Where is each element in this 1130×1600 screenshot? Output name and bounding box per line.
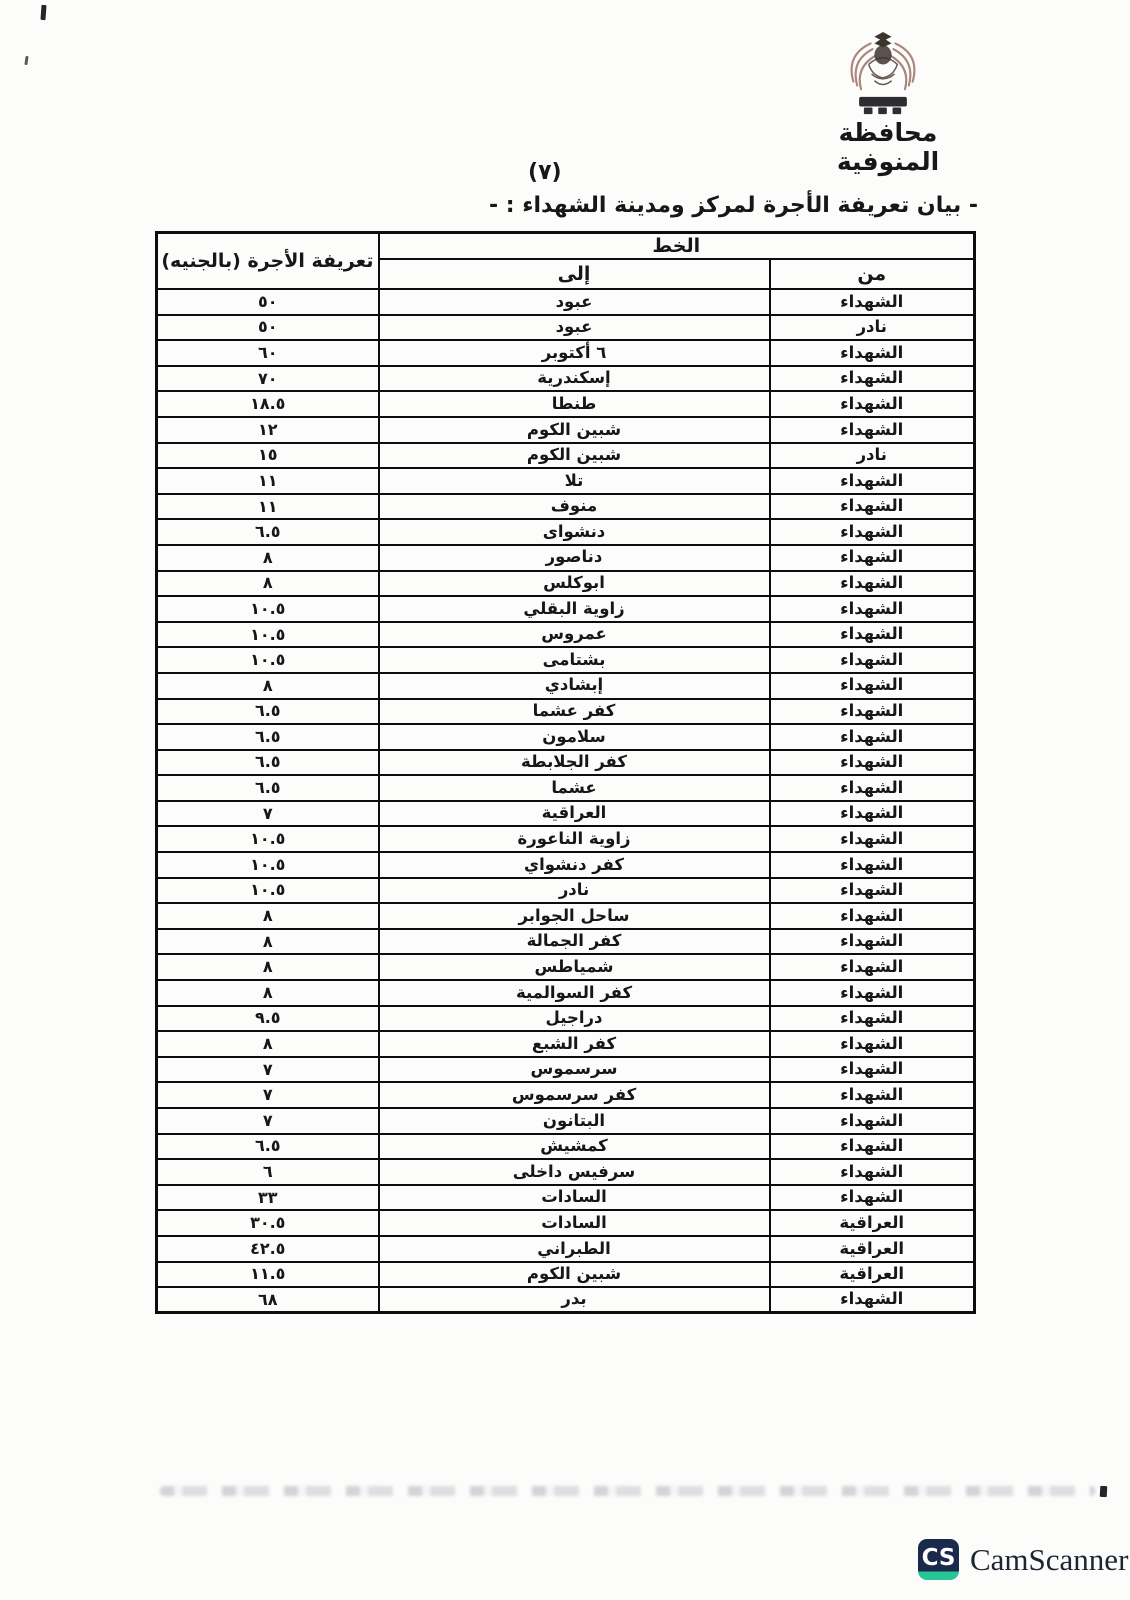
cell-fare: ١٠.٥ (157, 596, 379, 622)
cell-to: شبين الكوم (379, 417, 770, 443)
table-row (157, 443, 975, 469)
header-from: من (770, 259, 975, 289)
table-row (157, 929, 975, 955)
cell-fare: ٦.٥ (157, 775, 379, 801)
cell-to: عبود (379, 315, 770, 341)
table-row (157, 673, 975, 699)
table-row (157, 494, 975, 520)
cell-to: كفر عشما (379, 699, 770, 725)
cell-from: الشهداء (770, 340, 975, 366)
table-row (157, 1082, 975, 1108)
table-row (157, 340, 975, 366)
table-row (157, 980, 975, 1006)
cell-fare: ٦.٥ (157, 1134, 379, 1160)
cell-fare: ٧ (157, 1057, 379, 1083)
cell-from: الشهداء (770, 826, 975, 852)
table-row (157, 571, 975, 597)
cell-fare: ٦٠ (157, 340, 379, 366)
cell-from: الشهداء (770, 417, 975, 443)
cell-fare: ٨ (157, 545, 379, 571)
table-row (157, 1210, 975, 1236)
cell-from: الشهداء (770, 775, 975, 801)
table-row (157, 366, 975, 392)
cell-fare: ٦ (157, 1159, 379, 1185)
table-row (157, 391, 975, 417)
cell-fare: ٩.٥ (157, 1006, 379, 1032)
cell-fare: ٨ (157, 903, 379, 929)
cell-from: الشهداء (770, 750, 975, 776)
table-row (157, 647, 975, 673)
cell-from: العراقية (770, 1262, 975, 1288)
cell-fare: ١٠.٥ (157, 852, 379, 878)
scan-artifact-mark (40, 5, 46, 20)
header-fare: تعريفة الأجرة (بالجنيه) (157, 233, 379, 290)
cell-fare: ١٠.٥ (157, 878, 379, 904)
cell-from: الشهداء (770, 1057, 975, 1083)
cell-from: الشهداء (770, 1159, 975, 1185)
cell-fare: ٤٢.٥ (157, 1236, 379, 1262)
table-row (157, 622, 975, 648)
table-row (157, 775, 975, 801)
table-row (157, 1134, 975, 1160)
table-row (157, 545, 975, 571)
cell-to: كمشيش (379, 1134, 770, 1160)
cell-to: ٦ أكتوبر (379, 340, 770, 366)
table-row (157, 852, 975, 878)
cell-fare: ٨ (157, 571, 379, 597)
cell-to: كفر دنشواي (379, 852, 770, 878)
table-row (157, 903, 975, 929)
table-row (157, 417, 975, 443)
camscanner-logo-icon (918, 1539, 959, 1580)
cell-from: العراقية (770, 1210, 975, 1236)
table-row (157, 1006, 975, 1032)
cell-from: نادر (770, 315, 975, 341)
cell-to: السادات (379, 1185, 770, 1211)
cell-from: الشهداء (770, 1287, 975, 1313)
header-to: إلى (379, 259, 770, 289)
cell-fare: ٨ (157, 954, 379, 980)
cell-from: الشهداء (770, 596, 975, 622)
cell-from: الشهداء (770, 929, 975, 955)
table-row (157, 1108, 975, 1134)
cell-from: الشهداء (770, 571, 975, 597)
camscanner-badge-text: CS (921, 1544, 956, 1571)
table-row (157, 801, 975, 827)
cell-from: الشهداء (770, 724, 975, 750)
cell-to: ابوكلس (379, 571, 770, 597)
cell-fare: ٣٣ (157, 1185, 379, 1211)
governorate-name: محافظة المنوفية (836, 118, 940, 176)
cell-to: سرفيس داخلى (379, 1159, 770, 1185)
table-row (157, 468, 975, 494)
table-row (157, 724, 975, 750)
scan-artifact-mark (1100, 1486, 1108, 1497)
cell-fare: ١٢ (157, 417, 379, 443)
cell-to: السادات (379, 1210, 770, 1236)
cell-fare: ٥٠ (157, 315, 379, 341)
cell-from: الشهداء (770, 391, 975, 417)
cell-fare: ١١ (157, 494, 379, 520)
table-row (157, 315, 975, 341)
table-row (157, 826, 975, 852)
cell-fare: ٧ (157, 801, 379, 827)
table-row (157, 596, 975, 622)
cell-from: الشهداء (770, 468, 975, 494)
cell-to: ساحل الجوابر (379, 903, 770, 929)
cell-to: كفر السوالمية (379, 980, 770, 1006)
cell-fare: ٦.٥ (157, 750, 379, 776)
cell-to: البتانون (379, 1108, 770, 1134)
cell-fare: ١٠.٥ (157, 826, 379, 852)
cell-to: منوف (379, 494, 770, 520)
cell-from: الشهداء (770, 980, 975, 1006)
cell-from: الشهداء (770, 1082, 975, 1108)
cell-from: الشهداء (770, 1134, 975, 1160)
cell-to: زاوية البقلي (379, 596, 770, 622)
cell-fare: ٦٨ (157, 1287, 379, 1313)
cell-fare: ٨ (157, 929, 379, 955)
cell-fare: ٧٠ (157, 366, 379, 392)
table-row (157, 1287, 975, 1313)
table-row (157, 878, 975, 904)
cell-fare: ١٥ (157, 443, 379, 469)
cell-from: الشهداء (770, 878, 975, 904)
cell-from: الشهداء (770, 1108, 975, 1134)
cell-to: إبشادي (379, 673, 770, 699)
cell-to: الطبراني (379, 1236, 770, 1262)
cell-from: الشهداء (770, 519, 975, 545)
cell-from: الشهداء (770, 494, 975, 520)
cell-to: دراجيل (379, 1006, 770, 1032)
cell-fare: ٣٠.٥ (157, 1210, 379, 1236)
cell-to: إسكندرية (379, 366, 770, 392)
cell-from: الشهداء (770, 699, 975, 725)
table-row (157, 1031, 975, 1057)
table-header (157, 233, 975, 290)
cell-fare: ١١.٥ (157, 1262, 379, 1288)
cell-fare: ٦.٥ (157, 724, 379, 750)
cell-from: الشهداء (770, 954, 975, 980)
page-number: (٧) (528, 160, 562, 185)
cell-to: العراقية (379, 801, 770, 827)
cell-from: العراقية (770, 1236, 975, 1262)
cell-to: كفر الشبع (379, 1031, 770, 1057)
cell-fare: ٨ (157, 980, 379, 1006)
cell-to: عشما (379, 775, 770, 801)
scan-artifact-mark (24, 56, 28, 65)
table-row (157, 1262, 975, 1288)
governorate-eagle-emblem-icon (840, 26, 926, 122)
cell-from: الشهداء (770, 1185, 975, 1211)
cell-to: كفر سرسموس (379, 1082, 770, 1108)
cell-from: نادر (770, 443, 975, 469)
cell-from: الشهداء (770, 852, 975, 878)
cell-from: الشهداء (770, 801, 975, 827)
header-line-group: الخط (379, 233, 975, 260)
cell-to: عمروس (379, 622, 770, 648)
camscanner-watermark (918, 1539, 1128, 1580)
table-row (157, 1185, 975, 1211)
table-row (157, 1159, 975, 1185)
cell-fare: ٥٠ (157, 289, 379, 315)
table-row (157, 954, 975, 980)
cell-to: دنشواى (379, 519, 770, 545)
cell-to: طنطا (379, 391, 770, 417)
table-row (157, 1236, 975, 1262)
cell-from: الشهداء (770, 647, 975, 673)
cell-from: الشهداء (770, 545, 975, 571)
cell-from: الشهداء (770, 1031, 975, 1057)
cell-fare: ٧ (157, 1082, 379, 1108)
cell-to: شبين الكوم (379, 443, 770, 469)
cell-fare: ٨ (157, 1031, 379, 1057)
cell-to: سرسموس (379, 1057, 770, 1083)
table-body (157, 289, 975, 1313)
cell-fare: ١٠.٥ (157, 622, 379, 648)
cell-fare: ١١ (157, 468, 379, 494)
cell-fare: ٧ (157, 1108, 379, 1134)
cell-from: الشهداء (770, 289, 975, 315)
cell-fare: ١٨.٥ (157, 391, 379, 417)
cell-fare: ٨ (157, 673, 379, 699)
cell-fare: ١٠.٥ (157, 647, 379, 673)
cell-to: زاوية الناعورة (379, 826, 770, 852)
cell-from: الشهداء (770, 903, 975, 929)
fare-tariff-table (155, 231, 976, 1314)
table-row (157, 289, 975, 315)
table-row (157, 1057, 975, 1083)
table-row (157, 699, 975, 725)
cell-to: دناصور (379, 545, 770, 571)
table-row (157, 750, 975, 776)
cell-to: عبود (379, 289, 770, 315)
cell-to: شمياطس (379, 954, 770, 980)
cell-from: الشهداء (770, 673, 975, 699)
cell-to: بدر (379, 1287, 770, 1313)
cell-to: كفر الجلابطة (379, 750, 770, 776)
cell-from: الشهداء (770, 622, 975, 648)
cell-from: الشهداء (770, 366, 975, 392)
cell-to: تلا (379, 468, 770, 494)
scan-bleedthrough-artifact (160, 1486, 1095, 1496)
cell-fare: ٦.٥ (157, 699, 379, 725)
table-row (157, 519, 975, 545)
cell-fare: ٦.٥ (157, 519, 379, 545)
document-title: - بيان تعريفة الأجرة لمركز ومدينة الشهداء : - (489, 193, 978, 218)
cell-to: شبين الكوم (379, 1262, 770, 1288)
cell-to: بشتامى (379, 647, 770, 673)
camscanner-name: CamScanner (970, 1541, 1129, 1577)
cell-to: نادر (379, 878, 770, 904)
cell-to: كفر الجمالة (379, 929, 770, 955)
cell-to: سلامون (379, 724, 770, 750)
cell-from: الشهداء (770, 1006, 975, 1032)
